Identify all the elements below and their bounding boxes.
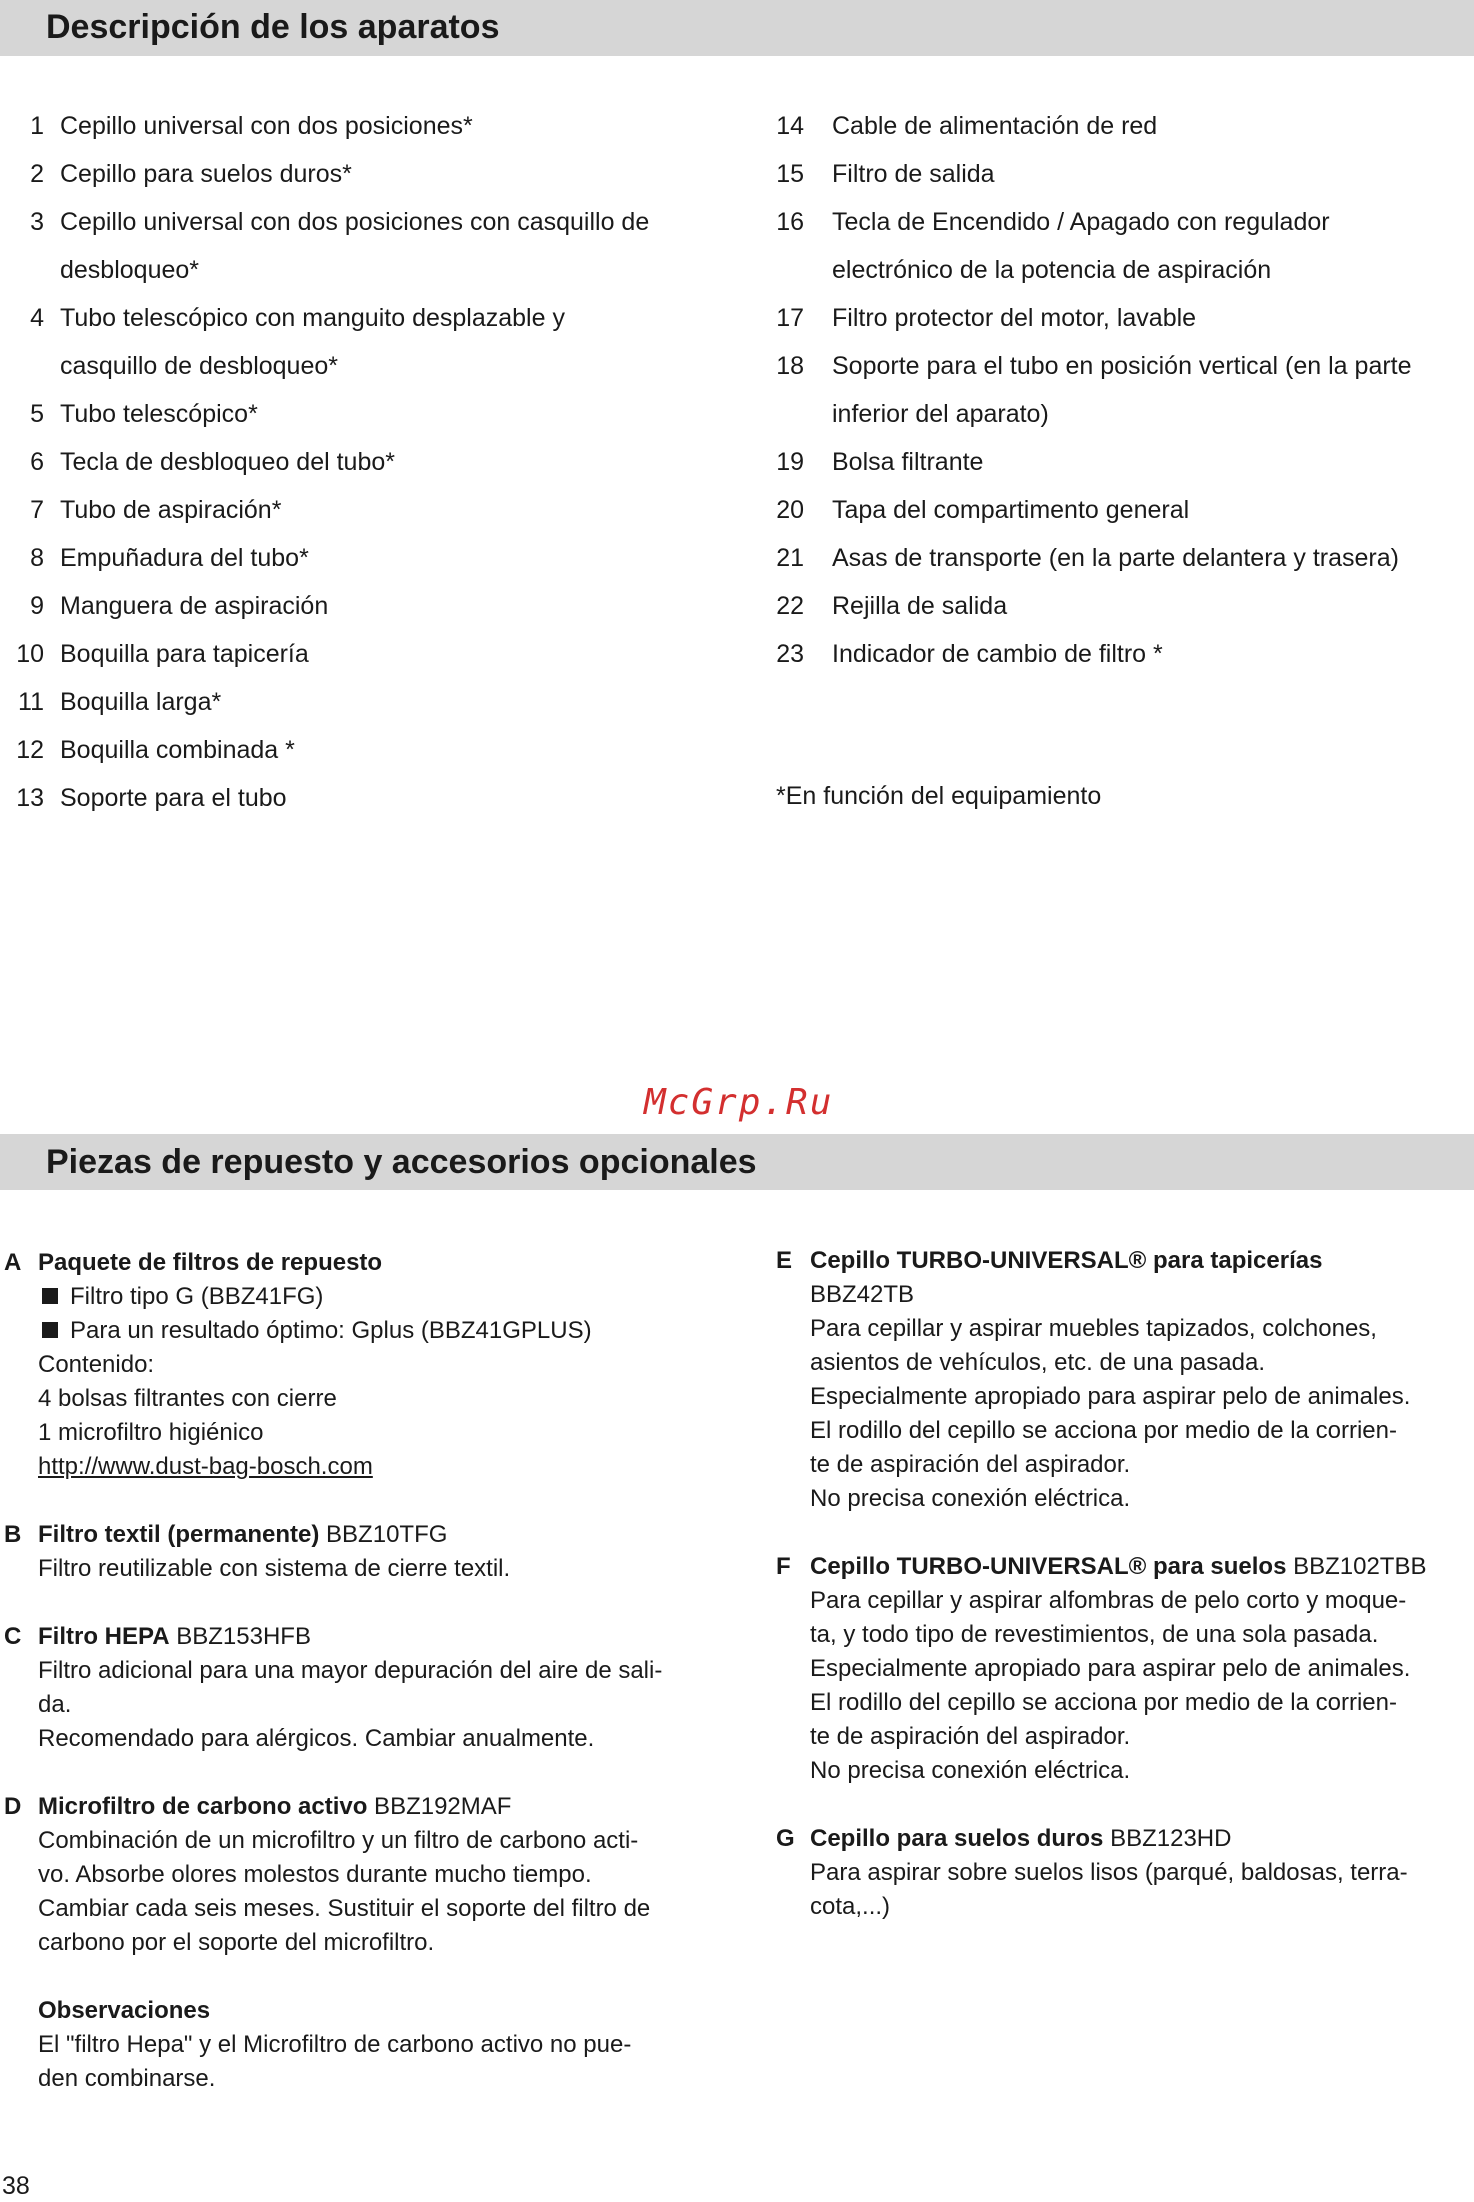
item-number: 22 [776, 592, 804, 620]
list-item [14, 438, 714, 486]
item-number: 19 [776, 448, 804, 476]
heading-text: Filtro HEPA [38, 1623, 170, 1650]
text-line: Contenido: [38, 1351, 155, 1378]
text-line: cota,...) [810, 1893, 891, 1920]
text-line: vo. Absorbe olores molestos durante mucho tiempo. [38, 1861, 592, 1888]
list-item [14, 150, 714, 198]
list-item [14, 630, 714, 678]
accessory-e [776, 1244, 1470, 1516]
item-text: Empuñadura del tubo* [60, 544, 309, 572]
footnote: *En función del equipamiento [776, 782, 1102, 810]
accessory-heading: Paquete de filtros de repuesto [38, 1249, 383, 1276]
list-item [14, 774, 714, 822]
list-item [776, 150, 1466, 198]
heading-text: Cepillo TURBO-UNIVERSAL® para suelos [810, 1553, 1287, 1580]
item-number: 11 [18, 688, 44, 716]
list-item [776, 630, 1466, 678]
item-text: Tecla de desbloqueo del tubo* [60, 448, 395, 476]
item-number: 18 [776, 352, 804, 380]
item-text: Tecla de Encendido / Apagado con regulador [832, 208, 1330, 236]
accessory-f [776, 1550, 1470, 1788]
accessory-heading [38, 1620, 738, 1654]
accessory-g [776, 1822, 1470, 1924]
parts-list-left [14, 102, 714, 822]
section-header-bar [0, 1134, 1474, 1190]
parts-list-right [776, 102, 1466, 678]
item-number: 4 [30, 304, 44, 332]
accessory-letter: B [4, 1521, 22, 1548]
list-item [14, 486, 714, 534]
list-item [776, 438, 1466, 486]
list-item [776, 102, 1466, 150]
accessories-left-column [4, 1246, 738, 2096]
item-number: 9 [30, 592, 44, 620]
item-text: Manguera de aspiración [60, 592, 329, 620]
accessory-letter: E [776, 1247, 793, 1274]
product-code: BBZ102TBB [1286, 1553, 1427, 1580]
bullet-item [38, 1314, 738, 1348]
item-text: Indicador de cambio de filtro * [832, 640, 1163, 668]
text-line: asientos de vehículos, etc. de una pasada. [810, 1349, 1265, 1376]
text-line: Para cepillar y aspirar muebles tapizados, colchones, [810, 1315, 1377, 1342]
page-number: 38 [2, 2172, 30, 2200]
heading-text: Cepillo para suelos duros [810, 1825, 1104, 1852]
accessory-letter: G [776, 1825, 795, 1852]
item-text: Filtro de salida [832, 160, 995, 188]
list-item [776, 198, 1466, 294]
text-line: Para aspirar sobre suelos lisos (parqué, baldosas, terra- [810, 1859, 1408, 1886]
item-text: Cepillo universal con dos posiciones* [60, 112, 473, 140]
item-text: Tubo telescópico con manguito desplazable y [60, 304, 565, 332]
item-text: electrónico de la potencia de aspiración [832, 256, 1272, 284]
item-number: 7 [30, 496, 44, 524]
accessory-letter: C [4, 1623, 22, 1650]
text-line: da. [38, 1691, 72, 1718]
text-line: Recomendado para alérgicos. Cambiar anualmente. [38, 1725, 595, 1752]
heading-text: Microfiltro de carbono activo [38, 1793, 368, 1820]
text-line: 1 microfiltro higiénico [38, 1419, 264, 1446]
list-item [14, 198, 714, 294]
section-header-bar [0, 0, 1474, 56]
item-text: Cable de alimentación de red [832, 112, 1158, 140]
text-line: El "filtro Hepa" y el Microfiltro de carbono activo no pue- [38, 2031, 632, 2058]
item-text: Boquilla para tapicería [60, 640, 309, 668]
item-text: casquillo de desbloqueo* [60, 352, 338, 380]
text-line: Filtro adicional para una mayor depuración del aire de sali- [38, 1657, 663, 1684]
item-text: Bolsa filtrante [832, 448, 984, 476]
item-text: Tapa del compartimento general [832, 496, 1190, 524]
observations [38, 1994, 738, 2096]
list-item [14, 726, 714, 774]
item-number: 6 [30, 448, 44, 476]
bullet-item [38, 1280, 738, 1314]
item-text: Soporte para el tubo [60, 784, 287, 812]
list-item [776, 534, 1466, 582]
item-number: 3 [30, 208, 44, 236]
item-number: 23 [776, 640, 804, 668]
accessory-heading [810, 1550, 1470, 1584]
text-line: El rodillo del cepillo se acciona por medio de la corrien- [810, 1689, 1397, 1716]
dust-bag-link[interactable]: http://www.dust-bag-bosch.com [38, 1453, 373, 1480]
item-number: 15 [776, 160, 804, 188]
accessory-heading [810, 1822, 1470, 1856]
text-line: ta, y todo tipo de revestimientos, de una sola pasada. [810, 1621, 1379, 1648]
list-item [14, 582, 714, 630]
list-item [14, 534, 714, 582]
item-text: Boquilla larga* [60, 688, 222, 716]
text-line: 4 bolsas filtrantes con cierre [38, 1385, 337, 1412]
watermark: McGrp.Ru [644, 1082, 834, 1123]
item-number: 12 [16, 736, 44, 764]
text-line: Para cepillar y aspirar alfombras de pelo corto y moque- [810, 1587, 1407, 1614]
text-line: den combinarse. [38, 2065, 216, 2092]
item-number: 20 [776, 496, 804, 524]
item-number: 2 [30, 160, 44, 188]
item-text: Rejilla de salida [832, 592, 1008, 620]
item-number: 5 [30, 400, 44, 428]
list-item [776, 342, 1466, 438]
list-item [14, 390, 714, 438]
list-item [14, 102, 714, 150]
item-number: 17 [776, 304, 804, 332]
bullet-text: Filtro tipo G (BBZ41FG) [70, 1283, 324, 1310]
list-item [776, 582, 1466, 630]
item-text: Asas de transporte (en la parte delantera y trasera) [832, 544, 1399, 572]
text-line: Especialmente apropiado para aspirar pelo de animales. [810, 1655, 1411, 1682]
text-line: Combinación de un microfiltro y un filtro de carbono acti- [38, 1827, 639, 1854]
item-text: Tubo de aspiración* [60, 496, 282, 524]
item-text: Boquilla combinada * [60, 736, 295, 764]
product-code: BBZ123HD [1103, 1825, 1232, 1852]
item-number: 16 [776, 208, 804, 236]
text-line: carbono por el soporte del microfiltro. [38, 1929, 435, 1956]
item-text: Tubo telescópico* [60, 400, 258, 428]
bullet-text: Para un resultado óptimo: Gplus (BBZ41GPLUS) [70, 1317, 592, 1344]
product-code: BBZ153HFB [169, 1623, 311, 1650]
item-number: 14 [776, 112, 804, 140]
item-text: Cepillo universal con dos posiciones con casquillo de [60, 208, 650, 236]
product-code: BBZ192MAF [367, 1793, 512, 1820]
accessory-heading [38, 1518, 738, 1552]
text-line: No precisa conexión eléctrica. [810, 1485, 1131, 1512]
product-code: BBZ42TB [810, 1281, 915, 1308]
list-item [776, 486, 1466, 534]
accessories-right-column [776, 1244, 1470, 1924]
square-bullet-icon [42, 1288, 58, 1304]
item-text: desbloqueo* [60, 256, 200, 284]
item-text: inferior del aparato) [832, 400, 1049, 428]
section-title: Piezas de repuesto y accesorios opcionales [46, 1143, 757, 1181]
text-line: te de aspiración del aspirador. [810, 1723, 1131, 1750]
list-item [14, 678, 714, 726]
accessory-letter: F [776, 1553, 791, 1580]
item-number: 21 [776, 544, 804, 572]
accessory-heading [38, 1790, 738, 1824]
square-bullet-icon [42, 1322, 58, 1338]
item-number: 1 [30, 112, 44, 140]
item-text: Cepillo para suelos duros* [60, 160, 352, 188]
list-item [776, 294, 1466, 342]
accessory-c [4, 1620, 738, 1756]
text-line: Cambiar cada seis meses. Sustituir el soporte del filtro de [38, 1895, 651, 1922]
item-number: 13 [16, 784, 44, 812]
observations-heading: Observaciones [38, 1997, 211, 2024]
item-number: 10 [16, 640, 44, 668]
text-line: Especialmente apropiado para aspirar pelo de animales. [810, 1383, 1411, 1410]
text-line: No precisa conexión eléctrica. [810, 1757, 1131, 1784]
item-number: 8 [30, 544, 44, 572]
product-code: BBZ10TFG [319, 1521, 448, 1548]
item-text: Soporte para el tubo en posición vertical (en la parte [832, 352, 1412, 380]
text-line: Filtro reutilizable con sistema de cierre textil. [38, 1555, 511, 1582]
heading-text: Filtro textil (permanente) [38, 1521, 320, 1548]
item-text: Filtro protector del motor, lavable [832, 304, 1197, 332]
accessory-letter: A [4, 1249, 22, 1276]
accessory-heading: Cepillo TURBO-UNIVERSAL® para tapicerías [810, 1247, 1323, 1274]
accessory-a [4, 1246, 738, 1484]
accessory-d [4, 1790, 738, 1960]
text-line: El rodillo del cepillo se acciona por medio de la corrien- [810, 1417, 1397, 1444]
accessory-b [4, 1518, 738, 1586]
list-item [14, 294, 714, 390]
accessory-letter: D [4, 1793, 22, 1820]
section-title: Descripción de los aparatos [46, 8, 500, 46]
text-line: te de aspiración del aspirador. [810, 1451, 1131, 1478]
